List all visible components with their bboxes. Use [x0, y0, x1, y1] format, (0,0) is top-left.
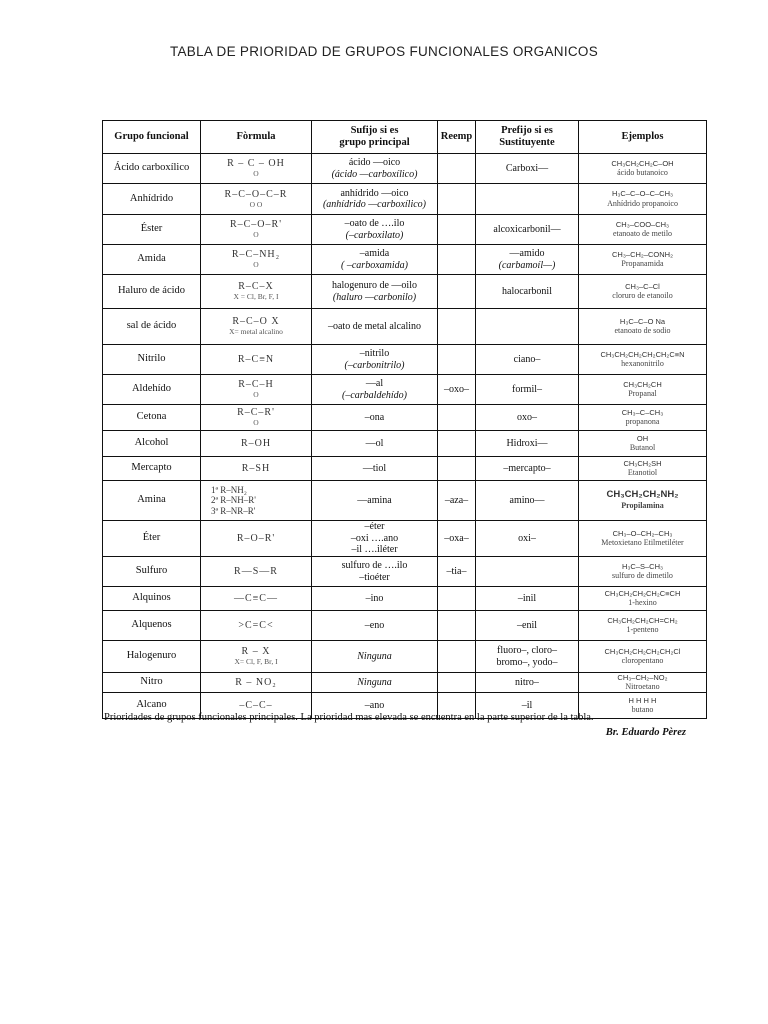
example-formula: CH₃CH₂CH₂CH₂CH₂Cl: [604, 646, 681, 656]
reemp-cell: [438, 611, 476, 641]
sufijo-line: (anhídrido —carboxílico): [322, 199, 427, 210]
ejemplo-cell: [579, 557, 707, 587]
grupo-cell: Halogenuro: [103, 641, 201, 673]
ejemplo-cell: [579, 309, 707, 345]
ejemplo-cell: [579, 641, 707, 673]
grupo-cell: Nitrilo: [103, 345, 201, 375]
sufijo-line: –il ….iléter: [351, 544, 398, 556]
example-name: cloruro de etanoilo: [612, 291, 673, 301]
prefijo-line: Carboxi—: [505, 162, 549, 174]
sufijo-cell: [312, 375, 438, 405]
reemp-cell: [438, 215, 476, 245]
sufijo-line: ( –carboxamida): [341, 259, 408, 271]
prefijo-line: —amido: [509, 248, 545, 259]
ejemplo-cell: [579, 673, 707, 693]
formula-note: O: [253, 390, 259, 400]
ejemplo-cell: [579, 431, 707, 457]
reemp-cell: –oxo–: [438, 375, 476, 405]
example-formula: CH₃CH₂CH₂CH=CH₂: [607, 615, 678, 625]
sufijo-line: (–carboxilato): [345, 229, 404, 241]
prefijo-cell: [476, 611, 579, 641]
ejemplo-cell: [579, 521, 707, 557]
formula-note: X= Cl, F, Br, I: [234, 657, 278, 667]
grupo-cell: Mercapto: [103, 457, 201, 481]
sufijo-cell: [312, 215, 438, 245]
header-formula: Fòrmula: [201, 121, 312, 154]
prefijo-line: halocarbonil: [502, 285, 552, 297]
formula-cell: [201, 521, 312, 557]
header-ejemplos: Ejemplos: [579, 121, 707, 154]
sufijo-line: –eno: [364, 619, 385, 631]
example-name: 1-hexino: [628, 598, 657, 608]
formula-note: O: [253, 260, 259, 270]
grupo-cell: Alquenos: [103, 611, 201, 641]
reemp-cell: [438, 641, 476, 673]
ejemplo-cell: [579, 405, 707, 431]
example-name: Propanamida: [621, 259, 664, 269]
sufijo-line: —tiol: [362, 462, 387, 474]
example-formula: CH₃CH₂SH: [623, 458, 662, 468]
example-name: Butanol: [629, 443, 656, 453]
table-row: [103, 154, 707, 184]
ejemplo-cell: [579, 345, 707, 375]
header-prefijo: Prefijo si es Sustituyente: [476, 121, 579, 154]
formula-text: R—S—R: [234, 565, 278, 577]
sufijo-line: –oato de metal alcalino: [327, 320, 422, 332]
grupo-cell: Éter: [103, 521, 201, 557]
example-formula: H₃C–S–CH₃: [621, 561, 664, 571]
prefijo-line: amino—: [509, 494, 545, 506]
table-row: [103, 457, 707, 481]
header-sufijo: Sufijo si es grupo principal: [312, 121, 438, 154]
sufijo-cell: [312, 557, 438, 587]
grupo-cell: Anhídrido: [103, 184, 201, 215]
example-name: ácido butanoico: [617, 168, 668, 178]
formula-text: >C=C<: [238, 619, 274, 631]
table-row: [103, 431, 707, 457]
formula-cell: [201, 481, 312, 521]
prefijo-cell: [476, 673, 579, 693]
sufijo-line: Ninguna: [357, 676, 392, 688]
ejemplo-cell: [579, 481, 707, 521]
sufijo-cell: [312, 345, 438, 375]
sufijo-line: –ona: [364, 411, 385, 423]
example-formula: CH₃–C–Cl: [625, 281, 660, 291]
example-name: Propilamina: [621, 501, 664, 511]
reemp-cell: [438, 275, 476, 309]
example-name: Propanal: [628, 389, 657, 399]
prefijo-line: –mercapto–: [503, 462, 551, 474]
prefijo-cell: [476, 215, 579, 245]
formula-cell: [201, 457, 312, 481]
sufijo-line: —ol: [365, 437, 384, 449]
formula-text: R–C–H: [238, 379, 274, 391]
prefijo-cell: [476, 184, 579, 215]
sufijo-cell: [312, 641, 438, 673]
formula-text: R–C–NH₂: [231, 249, 281, 261]
ejemplo-cell: [579, 215, 707, 245]
prefijo-cell: [476, 345, 579, 375]
example-name: sulfuro de dimetilo: [612, 571, 673, 581]
footnote: Prioridades de grupos funcionales principales. La prioridad mas elevada se encuentra en la parte superior de la tabla.: [104, 712, 594, 723]
formula-cell: [201, 275, 312, 309]
reemp-cell: [438, 154, 476, 184]
table-row: [103, 405, 707, 431]
sufijo-cell: [312, 275, 438, 309]
amine-formula-line: 1ª R–NH₂: [211, 484, 247, 495]
sufijo-cell: [312, 154, 438, 184]
example-name: etanoato de sodio: [614, 326, 671, 336]
prefijo-cell: [476, 481, 579, 521]
sufijo-line: ácido —oico: [348, 157, 401, 168]
example-formula: CH₃–C–CH₃: [621, 407, 664, 417]
formula-cell: [201, 431, 312, 457]
formula-cell: [201, 154, 312, 184]
prefijo-cell: [476, 375, 579, 405]
prefijo-cell: [476, 457, 579, 481]
example-formula: CH₃–CH₂–NO₂: [617, 672, 668, 682]
example-formula: OH: [636, 433, 649, 443]
prefijo-cell: [476, 557, 579, 587]
prefijo-line: nitro–: [515, 676, 539, 688]
grupo-cell: Aldehído: [103, 375, 201, 405]
prefijo-cell: [476, 521, 579, 557]
sufijo-line: –éter: [364, 521, 385, 533]
prefijo-line: fluoro–, cloro–: [497, 645, 557, 656]
reemp-cell: [438, 405, 476, 431]
reemp-cell: [438, 309, 476, 345]
prefijo-line: oxi–: [518, 532, 536, 544]
prefijo-cell: [476, 245, 579, 275]
reemp-cell: [438, 457, 476, 481]
formula-cell: [201, 345, 312, 375]
reemp-cell: [438, 184, 476, 215]
sufijo-cell: [312, 184, 438, 215]
grupo-cell: Alcano: [103, 693, 201, 719]
formula-text: R–SH: [241, 462, 271, 474]
sufijo-line: –nitrilo: [359, 348, 390, 359]
prefijo-line: (carbamoíl—): [498, 259, 556, 271]
example-name: Anhídrido propanoico: [607, 198, 678, 208]
prefijo-line: –inil: [517, 592, 537, 604]
sufijo-line: (–carbaldehído): [342, 389, 407, 401]
formula-text: R–C–X: [238, 281, 274, 293]
example-name: Metoxietano Etilmetiléter: [601, 538, 684, 548]
formula-text: R–C≡N: [237, 353, 275, 365]
prefijo-line: alcoxicarbonil—: [493, 223, 561, 235]
grupo-cell: Alcohol: [103, 431, 201, 457]
prefijo-line: –enil: [517, 619, 537, 631]
table-row: [103, 641, 707, 673]
table-row: [103, 345, 707, 375]
prefijo-cell: [476, 587, 579, 611]
formula-cell: [201, 184, 312, 215]
example-name: propanona: [625, 417, 660, 427]
reemp-cell: [438, 345, 476, 375]
formula-text: R – X: [241, 646, 271, 658]
sufijo-line: Ninguna: [357, 650, 392, 662]
sufijo-line: –ino: [365, 592, 384, 604]
sufijo-cell: [312, 673, 438, 693]
grupo-cell: sal de ácido: [103, 309, 201, 345]
amine-formula-line: 3ª R–NR–R': [211, 505, 256, 516]
functional-groups-table: [102, 120, 707, 719]
sufijo-line: anhídrido —oico: [340, 187, 409, 199]
table-row: [103, 184, 707, 215]
example-formula: CH₃CH₂CH₂C–OH: [611, 158, 674, 168]
reemp-cell: [438, 431, 476, 457]
formula-text: R – NO₂: [235, 676, 277, 688]
sufijo-line: sulfuro de ….ilo: [341, 560, 408, 571]
example-formula: H₃C–C–O–C–CH₃: [611, 189, 674, 199]
example-name: Nitroetano: [625, 682, 660, 692]
example-name: butano: [631, 705, 654, 715]
grupo-cell: Éster: [103, 215, 201, 245]
header-reemp: Reemp: [438, 121, 476, 154]
table-row: [103, 275, 707, 309]
formula-note: O: [253, 230, 259, 240]
example-formula: CH₃CH₂CH: [623, 379, 662, 389]
formula-cell: [201, 611, 312, 641]
formula-text: –C–C–: [239, 699, 273, 711]
formula-cell: [201, 641, 312, 673]
example-formula: CH₃CH₂CH₂CH₂CH₂C≡N: [600, 349, 685, 359]
example-formula: CH₃CH₂CH₂CH₂C≡CH: [604, 588, 681, 598]
example-formula: CH₃–CH₂–CONH₂: [612, 249, 673, 259]
example-name: Etanotiol: [627, 468, 658, 478]
ejemplo-cell: [579, 611, 707, 641]
formula-note: X = Cl, Br, F, I: [233, 292, 279, 302]
example-formula: H H H H: [628, 695, 657, 705]
table-row: [103, 215, 707, 245]
sufijo-cell: [312, 481, 438, 521]
prefijo-line: –il: [521, 699, 533, 711]
prefijo-line: bromo–, yodo–: [496, 656, 558, 668]
grupo-cell: Amina: [103, 481, 201, 521]
formula-cell: [201, 673, 312, 693]
grupo-cell: Nitro: [103, 673, 201, 693]
formula-note: O: [253, 418, 259, 428]
formula-cell: [201, 375, 312, 405]
sufijo-line: –oxi ….ano: [350, 532, 399, 544]
sufijo-cell: [312, 245, 438, 275]
example-name: hexanonitrilo: [621, 359, 664, 369]
formula-text: R – C – OH: [227, 158, 285, 170]
formula-text: R–C–R': [237, 407, 275, 419]
grupo-cell: Haluro de ácido: [103, 275, 201, 309]
table-row: [103, 587, 707, 611]
sufijo-cell: [312, 309, 438, 345]
formula-cell: [201, 309, 312, 345]
prefijo-cell: [476, 154, 579, 184]
example-formula: H₃C–C–O Na: [619, 316, 666, 326]
grupo-cell: Sulfuro: [103, 557, 201, 587]
grupo-cell: Alquinos: [103, 587, 201, 611]
ejemplo-cell: [579, 375, 707, 405]
formula-cell: [201, 405, 312, 431]
sufijo-line: (ácido —carboxílico): [331, 168, 418, 180]
reemp-cell: –oxa–: [438, 521, 476, 557]
ejemplo-cell: [579, 184, 707, 215]
sufijo-line: —al: [365, 378, 384, 389]
sufijo-line: —amina: [357, 494, 392, 506]
prefijo-line: ciano–: [513, 353, 541, 365]
ejemplo-cell: [579, 245, 707, 275]
example-name: cloropentano: [621, 656, 664, 666]
table-row: [103, 611, 707, 641]
prefijo-cell: [476, 275, 579, 309]
grupo-cell: Amida: [103, 245, 201, 275]
prefijo-cell: [476, 431, 579, 457]
table-row: [103, 309, 707, 345]
sufijo-line: (–carbonitrilo): [344, 359, 405, 371]
reemp-cell: –tia–: [438, 557, 476, 587]
author: Br. Eduardo Pèrez: [605, 727, 686, 738]
ejemplo-cell: [579, 275, 707, 309]
formula-cell: [201, 587, 312, 611]
sufijo-line: –amida: [359, 248, 390, 259]
reemp-cell: [438, 245, 476, 275]
sufijo-line: –oato de ….ilo: [344, 218, 405, 229]
prefijo-cell: [476, 405, 579, 431]
example-formula: CH₃–COO–CH₃: [615, 219, 670, 229]
formula-cell: [201, 557, 312, 587]
formula-text: R–C–O X: [232, 316, 280, 328]
example-name: 1-penteno: [626, 625, 659, 635]
table-row: [103, 673, 707, 693]
amine-formula-line: 2ª R–NH–R': [211, 495, 256, 506]
prefijo-line: formil–: [512, 383, 542, 395]
formula-text: R–O–R': [236, 532, 276, 544]
ejemplo-cell: [579, 457, 707, 481]
table-header-row: [103, 121, 707, 154]
sufijo-cell: [312, 405, 438, 431]
table-row: [103, 481, 707, 521]
grupo-cell: Ácido carboxílico: [103, 154, 201, 184]
sufijo-line: –tioéter: [359, 571, 390, 583]
formula-cell: [201, 215, 312, 245]
reemp-cell: –aza–: [438, 481, 476, 521]
formula-note: X= metal alcalino: [229, 327, 283, 337]
prefijo-line: oxo–: [517, 411, 537, 423]
ejemplo-cell: [579, 154, 707, 184]
ejemplo-cell: [579, 587, 707, 611]
sufijo-cell: [312, 457, 438, 481]
formula-cell: [201, 245, 312, 275]
sufijo-line: halogenuro de —oilo: [332, 280, 417, 291]
formula-note: O: [253, 169, 259, 179]
example-formula: CH₃CH₂CH₂NH₂: [606, 489, 679, 501]
formula-text: R–OH: [240, 437, 272, 449]
prefijo-cell: [476, 309, 579, 345]
table-row: [103, 557, 707, 587]
grupo-cell: Cetona: [103, 405, 201, 431]
formula-text: R–C–O–R': [229, 219, 283, 231]
page-title: TABLA DE PRIORIDAD DE GRUPOS FUNCIONALES ORGANICOS: [169, 44, 599, 59]
reemp-cell: [438, 587, 476, 611]
header-grupo: Grupo funcional: [103, 121, 201, 154]
sufijo-cell: [312, 431, 438, 457]
example-formula: CH₃–O–CH₂–CH₃: [612, 528, 673, 538]
table-row: [103, 521, 707, 557]
formula-note: O O: [249, 199, 263, 209]
sufijo-cell: [312, 611, 438, 641]
reemp-cell: [438, 673, 476, 693]
table-row: [103, 245, 707, 275]
sufijo-line: (haluro —carbonilo): [332, 291, 417, 303]
sufijo-cell: [312, 587, 438, 611]
formula-text: —C≡C—: [234, 592, 278, 604]
formula-text: R–C–O–C–R: [224, 188, 288, 200]
table-row: [103, 375, 707, 405]
sufijo-line: –ano: [364, 699, 385, 711]
sufijo-cell: [312, 521, 438, 557]
example-name: etanoato de metilo: [612, 229, 673, 239]
prefijo-line: Hidroxi—: [506, 437, 548, 449]
prefijo-cell: [476, 641, 579, 673]
